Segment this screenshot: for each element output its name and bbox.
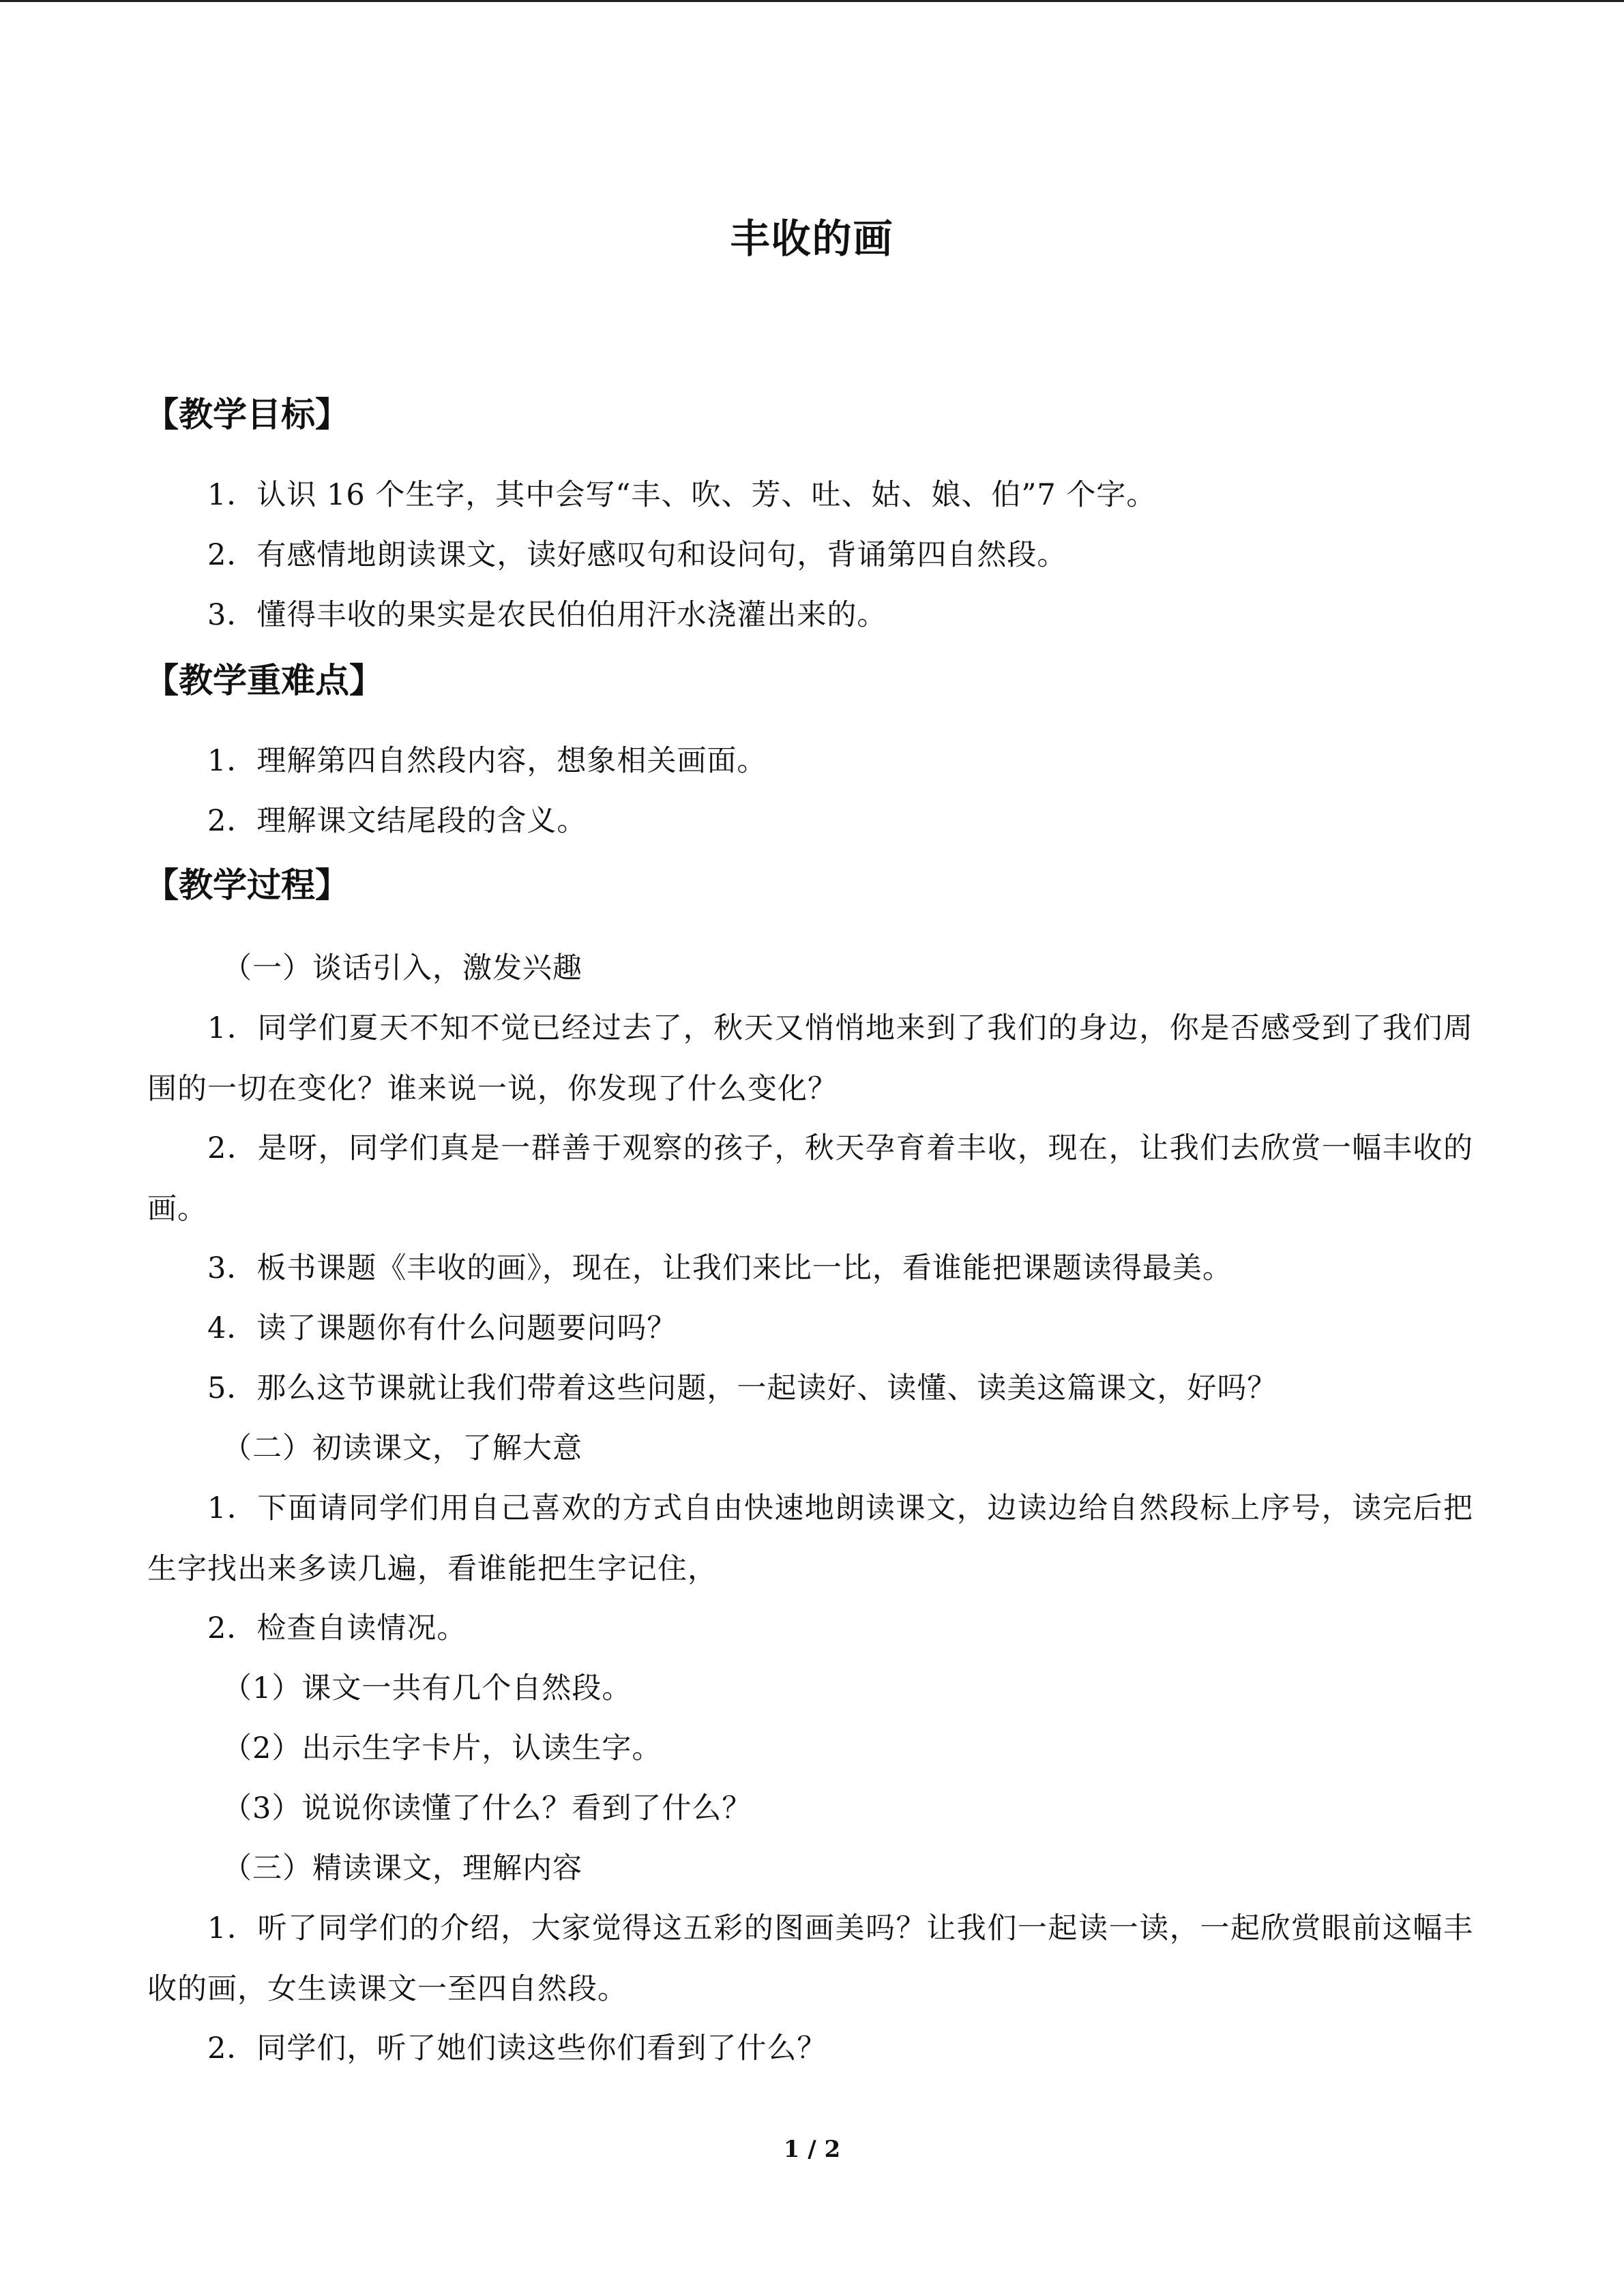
process-paragraph: 2．同学们，听了她们读这些你们看到了什么？ [207,2031,827,2066]
section-heading-objectives: 【教学目标】 [145,395,349,434]
process-paragraph: 5．那么这节课就让我们带着这些问题，一起读好、读懂、读美这篇课文，好吗？ [207,1371,1278,1405]
process-paragraph: 4．读了课题你有什么问题要问吗？ [207,1311,677,1345]
process-paragraph: 3．板书课题《丰收的画》，现在，让我们来比一比，看谁能把课题读得最美。 [207,1251,1232,1285]
process-list-item: （3）说说你读懂了什么？看到了什么？ [222,1791,752,1825]
objective-item-2: 2．有感情地朗读课文，读好感叹句和设问句，背诵第四自然段。 [207,538,1067,572]
process-paragraph: 1．听了同学们的介绍，大家觉得这五彩的图画美吗？让我们一起读一读，一起欣赏眼前这幅丰收的画，女生读课文一至四自然段。 [147,1911,1473,2006]
section-heading-key-points: 【教学重难点】 [145,661,383,700]
process-paragraph: 2．是呀，同学们真是一群善于观察的孩子，秋天孕育着丰收，现在，让我们去欣赏一幅丰收的画。 [147,1131,1473,1226]
process-paragraph: 2．检查自读情况。 [207,1611,467,1645]
process-paragraph: 1．同学们夏天不知不觉已经过去了，秋天又悄悄地来到了我们的身边，你是否感受到了我们周围的一切在变化？谁来说一说，你发现了什么变化？ [147,1011,1473,1106]
process-subheading-1: （一）谈话引入，激发兴趣 [222,951,582,985]
key-point-item-1: 1．理解第四自然段内容，想象相关画面。 [207,744,767,778]
process-subheading-3: （三）精读课文，理解内容 [222,1851,582,1885]
key-point-item-2: 2．理解课文结尾段的含义。 [207,804,587,838]
process-paragraph: 1．下面请同学们用自己喜欢的方式自由快速地朗读课文，边读边给自然段标上序号，读完后把生字找出来多读几遍，看谁能把生字记住， [147,1491,1473,1586]
process-subheading-2: （二）初读课文，了解大意 [222,1431,582,1465]
objective-item-3: 3．懂得丰收的果实是农民伯伯用汗水浇灌出来的。 [207,598,887,632]
objective-item-1: 1．认识 16 个生字，其中会写“丰、吹、芳、吐、姑、娘、伯”7 个字。 [207,478,1157,512]
section-heading-process: 【教学过程】 [145,865,349,905]
process-list-item: （2）出示生字卡片，认读生字。 [222,1731,662,1765]
process-list-item: （1）课文一共有几个自然段。 [222,1671,632,1705]
page-number: 1 / 2 [783,2136,841,2163]
top-border-line [0,0,1624,2]
page-title: 丰收的画 [730,215,894,262]
